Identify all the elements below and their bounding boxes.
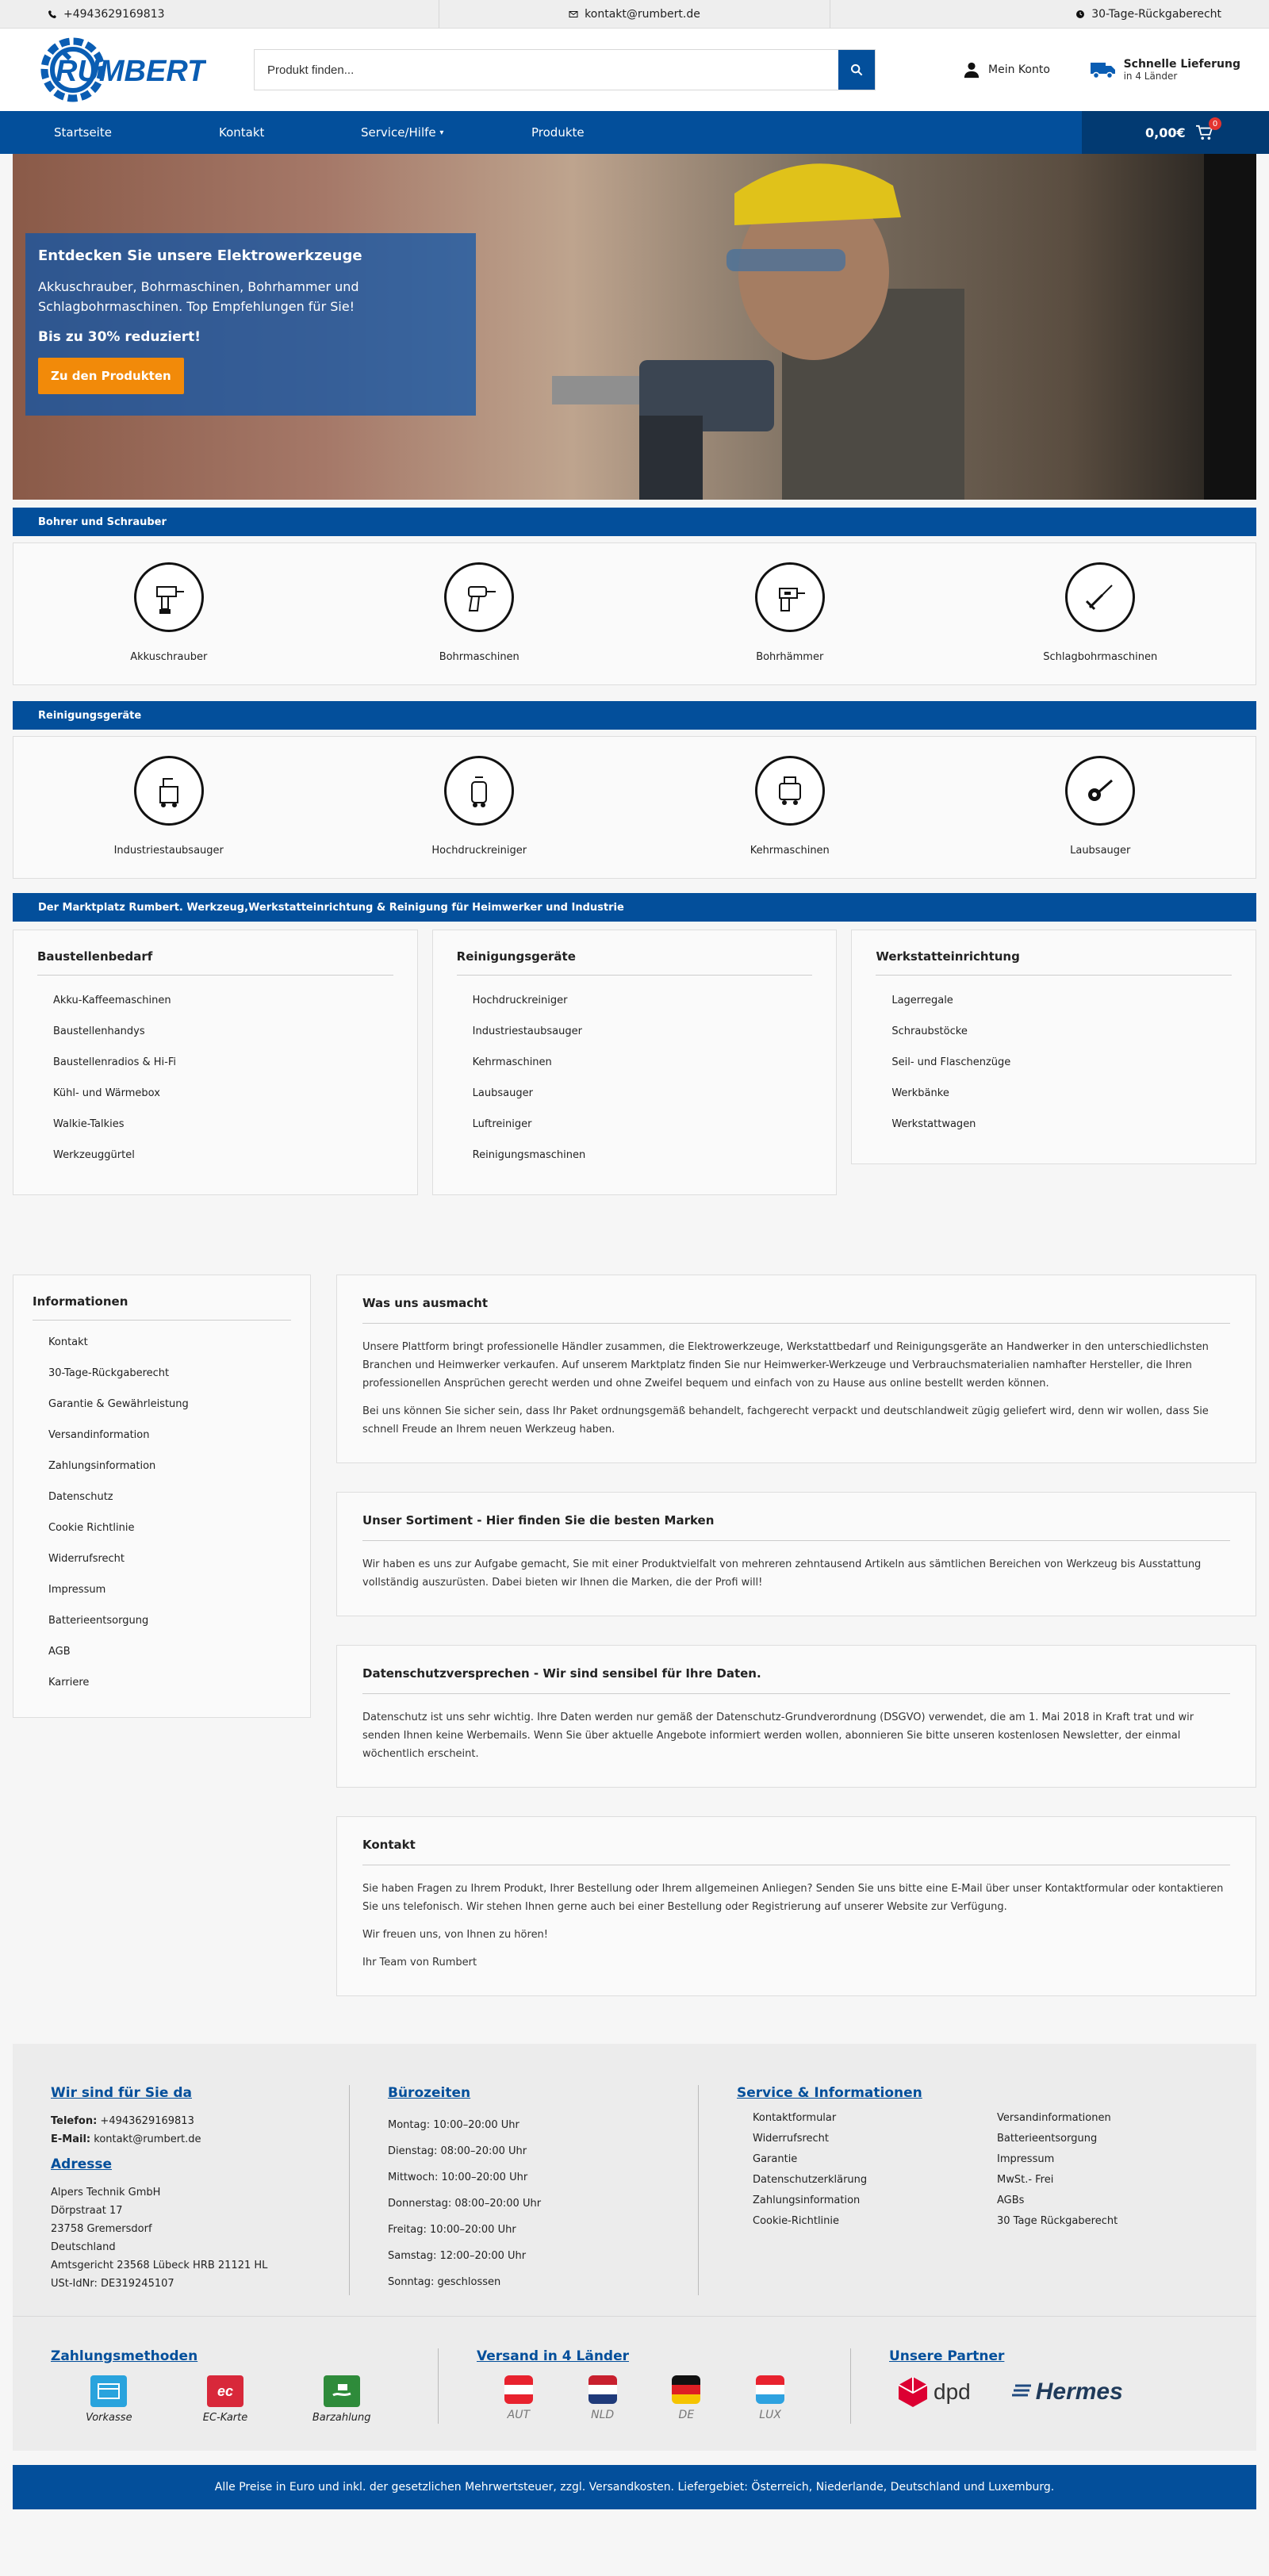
address-line: USt-IdNr: DE319245107 xyxy=(51,2278,174,2290)
cleaning-categories xyxy=(13,736,1256,879)
footer-link[interactable]: Kontaktformular xyxy=(753,2112,837,2124)
country-label: LUX xyxy=(759,2409,781,2421)
list-item[interactable]: Kühl- und Wärmebox xyxy=(53,1087,160,1099)
cart-button[interactable] xyxy=(1082,111,1269,154)
list-item[interactable]: Akku-Kaffeemaschinen xyxy=(53,995,171,1006)
category-circle xyxy=(755,756,825,826)
nav-startseite[interactable] xyxy=(54,111,219,154)
sidebar-item[interactable]: Batterieentsorgung xyxy=(48,1615,149,1627)
main-nav xyxy=(0,111,1269,154)
card-title: Was uns ausmacht xyxy=(362,1296,1230,1324)
logo[interactable] xyxy=(38,35,206,105)
hero-deal: Bis zu 30% reduziert! xyxy=(38,329,201,345)
sidebar-item[interactable]: Karriere xyxy=(48,1677,90,1689)
category-label: Schlagbohrmaschinen xyxy=(1043,651,1158,663)
payment-label: Barzahlung xyxy=(312,2412,371,2424)
card-title: Datenschutzversprechen - Wir sind sensibel für Ihre Daten. xyxy=(362,1666,1230,1694)
list-item[interactable]: Schraubstöcke xyxy=(891,1025,968,1037)
hammer-drill-icon xyxy=(770,577,810,617)
card-title: Kontakt xyxy=(362,1838,1230,1865)
hours-line: Samstag: 12:00–20:00 Uhr xyxy=(388,2250,527,2262)
category-bohrhaemmer[interactable] xyxy=(634,543,945,684)
footer-heading: Versand in 4 Länder xyxy=(477,2348,630,2364)
country-aut xyxy=(477,2375,561,2421)
category-circle xyxy=(444,756,514,826)
rumbert-logo xyxy=(38,35,206,105)
footer-badges xyxy=(13,2316,1256,2451)
payment-methods xyxy=(13,2348,438,2424)
address-line: Deutschland xyxy=(51,2241,116,2253)
category-bohrmaschinen[interactable] xyxy=(324,543,635,684)
info-area xyxy=(13,1275,1256,1996)
hermes-logo-icon xyxy=(1012,2382,1033,2402)
footer-link[interactable]: AGBs xyxy=(997,2195,1025,2206)
search-bar xyxy=(254,49,876,90)
list-item[interactable]: Werkstattwagen xyxy=(891,1118,976,1130)
category-label: Kehrmaschinen xyxy=(750,845,830,857)
category-laubsauger[interactable] xyxy=(945,737,1256,878)
clock-icon xyxy=(1075,10,1085,19)
list-item[interactable]: Industriestaubsauger xyxy=(472,1025,582,1037)
market-column xyxy=(13,930,418,1195)
list-item[interactable]: Baustellenhandys xyxy=(53,1025,145,1037)
address-line: Dörpstraat 17 xyxy=(51,2205,123,2217)
nav-label: Kontakt xyxy=(219,125,265,140)
list-item[interactable]: Reinigungsmaschinen xyxy=(472,1149,586,1161)
category-circle xyxy=(1065,562,1135,632)
category-circle xyxy=(134,756,204,826)
cart-total: 0,00€ xyxy=(1145,125,1186,140)
hero-banner xyxy=(13,154,1256,500)
list-item[interactable]: Baustellenradios & Hi-Fi xyxy=(53,1056,176,1068)
payment-ec-card xyxy=(167,2375,284,2424)
footer-link[interactable]: MwSt.- Frei xyxy=(997,2174,1054,2186)
pressure-washer-icon xyxy=(459,771,499,811)
sidebar-item[interactable]: Datenschutz xyxy=(48,1491,113,1503)
drill-icon xyxy=(459,577,499,617)
content-cards xyxy=(336,1275,1256,1996)
hours-line: Donnerstag: 08:00–20:00 Uhr xyxy=(388,2198,542,2210)
country-de xyxy=(645,2375,729,2421)
top-email[interactable] xyxy=(439,0,831,28)
list-item[interactable]: Seil- und Flaschenzüge xyxy=(891,1056,1011,1068)
list-item[interactable]: Laubsauger xyxy=(472,1087,533,1099)
top-bar xyxy=(0,0,1269,29)
card-title: Unser Sortiment - Hier finden Sie die besten Marken xyxy=(362,1513,1230,1541)
top-email-text: kontakt@rumbert.de xyxy=(585,7,700,21)
partner-hermes[interactable] xyxy=(1012,2379,1123,2405)
column-title: Werkstatteinrichtung xyxy=(876,949,1232,976)
market-column xyxy=(851,930,1256,1164)
card-text: Wir freuen uns, von Ihnen zu hören! xyxy=(362,1929,549,1941)
footer-hours xyxy=(349,2085,698,2295)
card-text: Datenschutz ist uns sehr wichtig. Ihre Daten werden nur gemäß der Datenschutz-Grundverordnung (DSGVO) verwendet, die am 1. Mai 2018 in Kraft trat und wir senden Ihnen keine Werbemails. Wenn Sie über aktuelle Angebote informiert werden wollen, abonnieren Sie bitte unseren kostenlosen Newsletter, der einmal wöchentlich erscheint. xyxy=(362,1712,1194,1760)
payment-cash xyxy=(283,2375,400,2424)
card-text: Bei uns können Sie sicher sein, dass Ihr Paket ordnungsgemäß behandelt, fachgerecht verpackt und deutschlandweit zügig geliefert wird, denn wir wollen, dass Sie schnell Freude an Ihrem neuen Werkzeug haben. xyxy=(362,1405,1209,1436)
nav-label: Startseite xyxy=(54,125,112,140)
sweeper-icon xyxy=(770,771,810,811)
footer-link[interactable]: Garantie xyxy=(753,2153,798,2165)
header xyxy=(0,29,1269,111)
cash-icon xyxy=(324,2375,360,2407)
luxembourg-flag-icon xyxy=(756,2375,784,2404)
category-akkuschrauber[interactable] xyxy=(13,543,324,684)
partner-dpd[interactable] xyxy=(897,2375,971,2409)
prepayment-icon xyxy=(90,2375,127,2407)
footer-contact xyxy=(13,2085,349,2295)
partner-name: Hermes xyxy=(1035,2379,1123,2405)
address-line: Amtsgericht 23568 Lübeck HRB 21121 HL xyxy=(51,2260,268,2271)
list-item[interactable]: Werkzeuggürtel xyxy=(53,1149,135,1161)
sidebar xyxy=(13,1275,311,1718)
card-about xyxy=(336,1275,1256,1463)
footer-heading: Bürozeiten xyxy=(388,2085,471,2101)
category-circle xyxy=(755,562,825,632)
sidebar-item[interactable]: AGB xyxy=(48,1646,71,1658)
hero-cta-button[interactable]: Zu den Produkten xyxy=(38,358,184,394)
marketplace-columns xyxy=(13,930,1256,1195)
category-circle xyxy=(1065,756,1135,826)
category-industriestaubsauger[interactable] xyxy=(13,737,324,878)
list-item[interactable]: Werkbänke xyxy=(891,1087,949,1099)
hero-title: Entdecken Sie unsere Elektrowerkzeuge xyxy=(38,247,362,264)
list-item[interactable]: Lagerregale xyxy=(891,995,953,1006)
drills-categories xyxy=(13,542,1256,685)
hours-line: Mittwoch: 10:00–20:00 Uhr xyxy=(388,2172,528,2183)
footer-heading: Zahlungsmethoden xyxy=(51,2348,198,2364)
austria-flag-icon xyxy=(504,2375,533,2404)
payment-label: EC-Karte xyxy=(202,2412,248,2424)
hours-line: Dienstag: 08:00–20:00 Uhr xyxy=(388,2145,527,2157)
phone-label: Telefon: xyxy=(51,2115,98,2127)
germany-flag-icon xyxy=(672,2375,700,2404)
sidebar-item[interactable]: Cookie Richtlinie xyxy=(48,1522,135,1534)
cordless-screwdriver-icon xyxy=(149,577,189,617)
footer-heading: Service & Informationen xyxy=(737,2085,922,2101)
category-circle xyxy=(134,562,204,632)
section-title: Der Marktplatz Rumbert. Werkzeug,Werkstatteinrichtung & Reinigung für Heimwerker und Industrie xyxy=(13,893,1256,922)
cart-count-badge: 0 xyxy=(1209,117,1221,130)
fast-delivery xyxy=(1091,58,1240,82)
email-label: E-Mail: xyxy=(51,2133,91,2145)
sidebar-item[interactable]: Kontakt xyxy=(48,1336,88,1348)
ec-card-icon: ec xyxy=(207,2375,243,2407)
dpd-logo-icon xyxy=(897,2375,929,2409)
nav-label: Produkte xyxy=(531,125,585,140)
account-link[interactable] xyxy=(963,61,1050,79)
sidebar-title: Informationen xyxy=(33,1294,291,1321)
category-label: Industriestaubsauger xyxy=(113,845,224,857)
partner-name: dpd xyxy=(934,2379,971,2404)
nav-label: Service/Hilfe xyxy=(361,125,436,140)
country-label: NLD xyxy=(591,2409,615,2421)
list-item[interactable]: Walkie-Talkies xyxy=(53,1118,125,1130)
section-title: Bohrer und Schrauber xyxy=(13,508,1256,536)
nav-produkte[interactable] xyxy=(531,111,585,154)
partners xyxy=(850,2348,1256,2424)
footer-link[interactable]: Impressum xyxy=(997,2153,1055,2165)
footer-service xyxy=(698,2085,1256,2295)
hours-line: Montag: 10:00–20:00 Uhr xyxy=(388,2119,519,2131)
top-phone-text: +4943629169813 xyxy=(63,7,165,21)
search-input[interactable] xyxy=(255,50,838,90)
footer-heading: Adresse xyxy=(51,2156,113,2172)
top-returns-text: 30-Tage-Rückgaberecht xyxy=(1091,7,1222,21)
category-label: Bohrhämmer xyxy=(756,651,824,663)
top-returns[interactable] xyxy=(830,0,1269,28)
market-column xyxy=(432,930,838,1195)
category-label: Bohrmaschinen xyxy=(439,651,519,663)
mail-icon xyxy=(569,10,578,19)
hero-dark-edge xyxy=(1204,154,1256,500)
industrial-vacuum-icon xyxy=(149,771,189,811)
footer-link[interactable]: 30 Tage Rückgaberecht xyxy=(997,2215,1118,2227)
category-kehrmaschinen[interactable] xyxy=(634,737,945,878)
footer-link[interactable]: Batterieentsorgung xyxy=(997,2133,1098,2145)
sidebar-item[interactable]: 30-Tage-Rückgaberecht xyxy=(48,1367,170,1379)
account-label: Mein Konto xyxy=(988,63,1050,76)
address-line: Alpers Technik GmbH xyxy=(51,2187,161,2198)
impact-drill-icon xyxy=(1080,577,1120,617)
footer-link[interactable]: Widerrufsrecht xyxy=(753,2133,830,2145)
card-privacy xyxy=(336,1645,1256,1788)
delivery-title: Schnelle Lieferung xyxy=(1123,58,1240,71)
country-lux xyxy=(728,2375,812,2421)
category-circle xyxy=(444,562,514,632)
card-text: Wir haben es uns zur Aufgabe gemacht, Sie mit einer Produktvielfalt von mehreren zehntausend Artikeln aus sämtlichen Bereichen von Werkzeug bis Ausstattung vollständig auszurüsten. Dabei bieten wir Ihnen die Marken, die der Profi will! xyxy=(362,1558,1202,1589)
search-icon xyxy=(850,63,863,76)
footer-link[interactable]: Cookie-Richtlinie xyxy=(753,2215,840,2227)
category-label: Hochdruckreiniger xyxy=(431,845,527,857)
category-label: Akkuschrauber xyxy=(130,651,208,663)
sidebar-item[interactable]: Widerrufsrecht xyxy=(48,1553,125,1565)
sidebar-item[interactable]: Versandinformation xyxy=(48,1429,150,1441)
list-item[interactable]: Kehrmaschinen xyxy=(472,1056,552,1068)
truck-icon xyxy=(1091,60,1116,79)
sidebar-item[interactable]: Garantie & Gewährleistung xyxy=(48,1398,189,1410)
sidebar-item[interactable]: Impressum xyxy=(48,1584,106,1596)
country-nld xyxy=(561,2375,645,2421)
footer xyxy=(13,2044,1256,2316)
list-item[interactable]: Hochdruckreiniger xyxy=(472,995,568,1006)
country-label: AUT xyxy=(507,2409,531,2421)
shipping-countries xyxy=(438,2348,850,2424)
footer-link[interactable]: Versandinformationen xyxy=(997,2112,1111,2124)
sidebar-item[interactable]: Zahlungsinformation xyxy=(48,1460,156,1472)
legal-bar: Alle Preise in Euro und inkl. der gesetzlichen Mehrwertsteuer, zzgl. Versandkosten. Liefergebiet: Österreich, Niederlande, Deutschland und Luxemburg. xyxy=(13,2465,1256,2509)
card-contact xyxy=(336,1816,1256,1996)
user-icon xyxy=(963,61,980,79)
leaf-blower-icon xyxy=(1080,771,1120,811)
nav-kontakt[interactable] xyxy=(219,111,361,154)
address-line: 23758 Gremersdorf xyxy=(51,2223,152,2235)
nav-service[interactable] xyxy=(361,111,531,154)
footer-heading: Unsere Partner xyxy=(889,2348,1005,2364)
list-item[interactable]: Luftreiniger xyxy=(472,1118,532,1130)
card-text: Sie haben Fragen zu Ihrem Produkt, Ihrer Bestellung oder Ihrem allgemeinen Anliegen? Senden Sie uns bitte eine E-Mail über unser Kontaktformular oder kontaktieren Sie uns telefonisch. Wir stehen Ihnen gerne auch bei einer Bestellung oder Registrierung auf unserer Website zur Verfügung. xyxy=(362,1883,1224,1913)
footer-link[interactable]: Datenschutzerklärung xyxy=(753,2174,868,2186)
hero-worker-image xyxy=(520,154,996,500)
hours-line: Sonntag: geschlossen xyxy=(388,2276,501,2288)
category-label: Laubsauger xyxy=(1070,845,1131,857)
search-button[interactable] xyxy=(838,50,875,90)
logo-text: RUMBERT xyxy=(56,55,206,88)
footer-email[interactable]: kontakt@rumbert.de xyxy=(94,2133,201,2145)
payment-label: Vorkasse xyxy=(86,2412,132,2424)
top-phone[interactable] xyxy=(0,0,439,28)
column-title: Baustellenbedarf xyxy=(37,949,393,976)
payment-prepayment xyxy=(51,2375,167,2424)
category-schlagbohrmaschinen[interactable] xyxy=(945,543,1256,684)
hours-line: Freitag: 10:00–20:00 Uhr xyxy=(388,2224,516,2236)
hero-text: Akkuschrauber, Bohrmaschinen, Bohrhammer und Schlagbohrmaschinen. Top Empfehlungen für Sie! xyxy=(38,279,359,314)
card-text: Ihr Team von Rumbert xyxy=(362,1957,477,1968)
footer-link[interactable]: Zahlungsinformation xyxy=(753,2195,861,2206)
section-title: Reinigungsgeräte xyxy=(13,701,1256,730)
card-text: Unsere Plattform bringt professionelle Händler zusammen, die Elektrowerkzeuge, Werkstattbedarf und Reinigungsgeräte an Handwerker in den unterschiedlichsten Branchen und Heimwerker verkaufen. Auf unserem Marktplatz finden Sie nur Heimwerker-Werkzeuge und Verbrauchsmaterialien namhafter Hersteller, die Ihren professionellen Ansprüchen gerecht werden und ohne Zweifel bequem und einfach von zu Hause aus online bestellt werden können. xyxy=(362,1341,1209,1390)
category-hochdruckreiniger[interactable] xyxy=(324,737,635,878)
country-label: DE xyxy=(678,2409,695,2421)
phone-icon xyxy=(48,10,57,19)
delivery-subtitle: in 4 Länder xyxy=(1123,71,1178,82)
footer-heading: Wir sind für Sie da xyxy=(51,2085,192,2101)
netherlands-flag-icon xyxy=(588,2375,617,2404)
card-assortment xyxy=(336,1492,1256,1616)
footer-phone[interactable]: +4943629169813 xyxy=(100,2115,194,2127)
column-title: Reinigungsgeräte xyxy=(457,949,813,976)
hero-panel xyxy=(25,233,476,416)
chevron-down-icon: ▾ xyxy=(439,128,444,137)
